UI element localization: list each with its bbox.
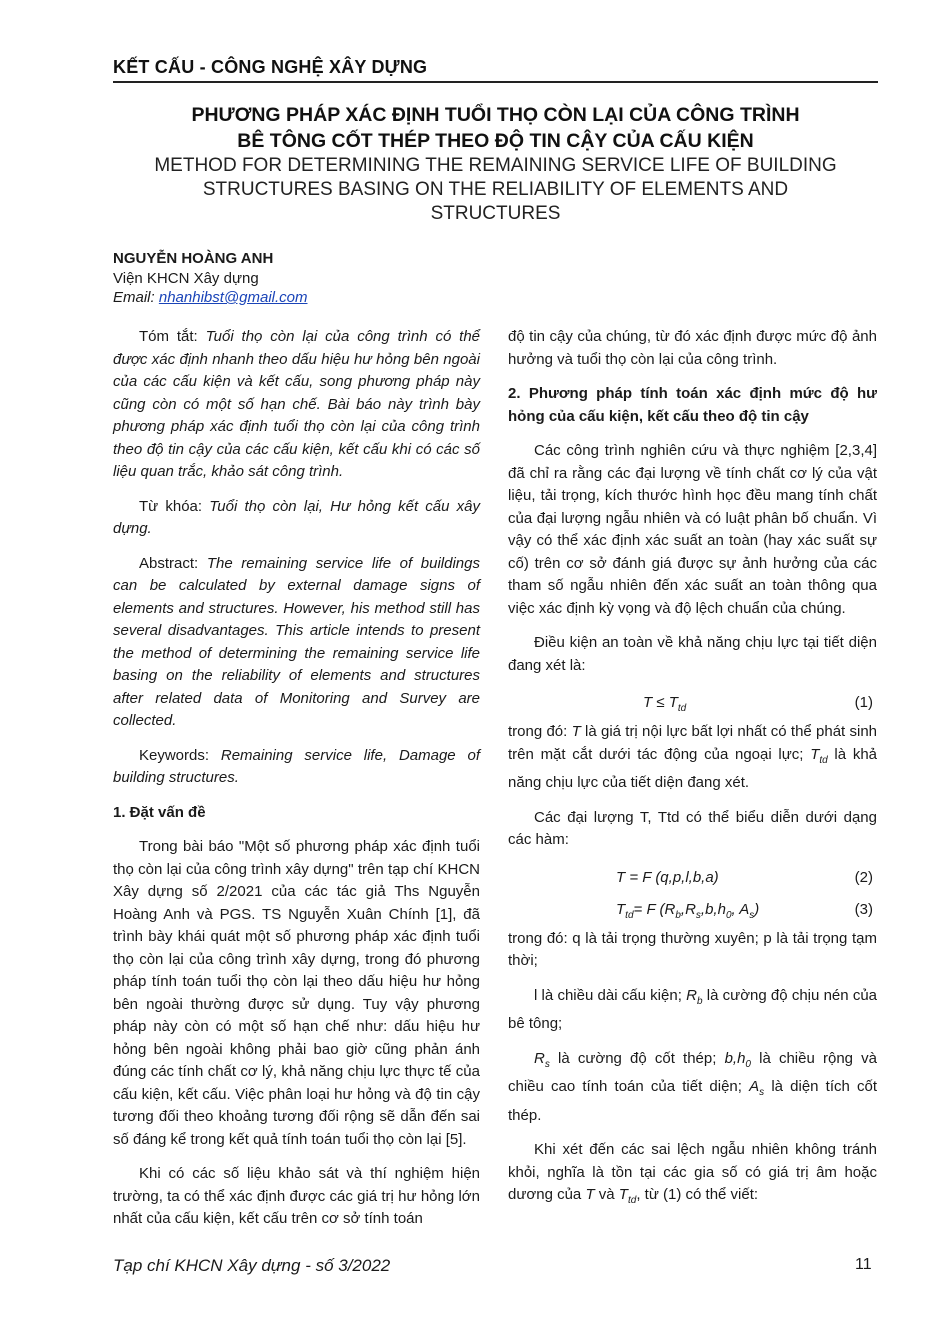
title-vi-line: BÊ TÔNG CỐT THÉP THEO ĐỘ TIN CẬY CỦA CẤU KIỆN (237, 130, 754, 152)
section-2-paragraph: trong đó: q là tải trọng thường xuyên; p là tải trọng tạm thời; (508, 929, 877, 969)
email-link[interactable]: nhanhibst@gmail.com (158, 289, 308, 306)
keywords-vi-text: Tuổi thọ còn lại, Hư hỏng kết cấu xây dựng. (113, 497, 480, 537)
keywords-en-text: Remaining service life, Damage of building structures. (113, 746, 480, 786)
author-name: NGUYỄN HOÀNG ANH (113, 250, 274, 267)
section-1-paragraph: Khi có các số liệu khảo sát và thí nghiệm hiện trường, ta có thể xác định được các giá trị hư hỏng lớn nhất của cấu kiện, kết cấu trên cơ sở tính toán (113, 1165, 480, 1227)
title-en-line: STRUCTURES (430, 203, 561, 224)
summary-vi (113, 326, 480, 484)
equation-1-expr: $T \le T_{td}$ (643, 694, 687, 714)
title-vi-line: PHƯƠNG PHÁP XÁC ĐỊNH TUỔI THỌ CÒN LẠI CỦA CÔNG TRÌNH (191, 104, 800, 126)
email-label: Email: (113, 289, 155, 306)
section-2-paragraph: Điều kiện an toàn về khả năng chịu lực tại tiết diện đang xét là: (508, 634, 877, 674)
page-number: 11 (855, 1256, 872, 1273)
section-2-paragraph: Các công trình nghiên cứu và thực nghiệm [2,3,4] đã chỉ ra rằng các đại lượng về tính chất cơ lý của vật liệu, tải trọng, kích thước hình học đều mang tính chất của đại lượng ngẫu nhiên và có luật phân bố chuẩn. Vì vậy có thể xác định xác suất an toàn (hay xác suất sự cố) trên cơ sở đánh giá được sự ảnh hưởng của các tham số ngẫu nhiên đến xác suất an toàn thông qua việc xác định kỳ vọng và độ lệch chuẩn của chúng. (508, 442, 877, 617)
continued-paragraph: độ tin cậy của chúng, từ đó xác định được mức độ ảnh hưởng và tuổi thọ còn lại của công trình. (508, 328, 877, 368)
keywords-vi (113, 496, 480, 541)
abstract-en (113, 553, 480, 733)
keywords-en (113, 745, 480, 790)
section-2-paragraph: Khi xét đến các sai lệch ngẫu nhiên không tránh khỏi, nghĩa là tồn tại các gia số có giá trị âm hoặc dương của T và $T_{td}$, từ (1) có thể viết: (508, 1141, 877, 1206)
equation-2-expr: T = F (q,p,l,b,a) (616, 868, 719, 886)
equation-2-number: (2) (854, 868, 873, 886)
equation-2 (508, 864, 877, 892)
title-english (113, 154, 878, 226)
footer-journal: Tạp chí KHCN Xây dựng - số 3/2022 (113, 1256, 391, 1275)
section-1-heading: 1. Đặt vấn đề (113, 803, 206, 821)
equation-3-expr: $T_{td}= F$ ($R_b,R_s,b,h_0$, $A_s$) (616, 900, 760, 921)
abstract-text: The remaining service life of buildings can be calculated by external damage signs of elements and structures. However, his method still has several disadvantages. This article intends to present the method of determining the remaining service life basing on the reliability of elements and structures after related data of Monitoring and Survey are collected. (113, 554, 480, 729)
equation-1 (508, 689, 877, 717)
equation-3 (508, 896, 877, 924)
summary-label: Tóm tắt: (139, 328, 198, 345)
summary-text: Tuổi thọ còn lại của công trình có thể được xác định nhanh theo dấu hiệu hư hỏng bên ngoài của các cấu kiện và kết cấu, song phương pháp này cũng còn có một số hạn chế. Bài báo này trình bày phương pháp xác định tuổi thọ còn lại của công trình theo độ tin cậy của các cấu kiện, kết cấu khi có các số liệu quan trắc, khảo sát công trình. (113, 328, 481, 480)
keywords-vi-label: Từ khóa: (139, 497, 203, 515)
section-header: KẾT CẤU - CÔNG NGHỆ XÂY DỰNG (113, 57, 428, 77)
title-en-line: STRUCTURES BASING ON THE RELIABILITY OF ELEMENTS AND (202, 179, 789, 200)
section-2-paragraph: Các đại lượng T, Ttd có thể biểu diễn dưới dạng các hàm: (508, 808, 877, 848)
left-column (113, 326, 480, 1243)
equation-3-number: (3) (854, 900, 873, 918)
section-1-paragraph: Trong bài báo "Một số phương pháp xác định tuổi thọ còn lại của công trình xây dựng" trên tạp chí KHCN Xây dựng số 2/2021 của các tác giả Ths Nguyễn Hoàng Anh và PGS. TS Nguyễn Xuân Chính [1], đã trình bày khái quát một số phương pháp xác định tuổi thọ còn lại của công trình xây dựng, trong đó phương pháp tính toán tuổi thọ còn lại theo dấu hiệu hư hỏng bên ngoài thường được sử dụng. Tuy vậy phương pháp này còn có một số hạn chế như: dấu hiệu hư hỏng bên ngoài không phải bao giờ cũng phản ánh đúng các tính chất cơ lý, khả năng chịu lực thực tế của cấu kiện, kết cấu. Việc phân loại hư hỏng và độ tin cậy tương đối theo khoảng tương đối rộng sẽ dẫn đến sai số đáng kể trong kết quả tính toán tuổi thọ còn lại [5]. (113, 838, 480, 1148)
section-2-heading: 2. Phương pháp tính toán xác định mức độ hư hỏng của cấu kiện, kết cấu theo độ tin cậy (508, 385, 877, 425)
section-2-paragraph: $R_s$ là cường độ cốt thép; $b,h_0$ là chiều rộng và chiều cao tính toán của tiết diện; $A_s$ là diện tích cốt thép. (508, 1049, 878, 1124)
title-vietnamese (113, 102, 878, 154)
right-column (508, 326, 877, 1225)
equation-1-number: (1) (854, 694, 873, 711)
abstract-label: Abstract: (139, 554, 199, 572)
title-en-line: METHOD FOR DETERMINING THE REMAINING SERVICE LIFE OF BUILDING (154, 155, 837, 176)
header-rule (113, 81, 878, 83)
section-2-paragraph: l là chiều dài cấu kiện; $R_b$ là cường độ chịu nén của bê tông; (508, 986, 878, 1032)
author-email (113, 289, 308, 306)
section-2-paragraph: trong đó: T là giá trị nội lực bất lợi nhất có thể phát sinh trên mặt cắt dưới tác động của ngoại lực; $T_{td}$ là khả năng chịu lực của tiết diện đang xét. (508, 723, 878, 791)
author-affiliation: Viện KHCN Xây dựng (113, 270, 259, 287)
keywords-en-label: Keywords: (139, 746, 210, 764)
